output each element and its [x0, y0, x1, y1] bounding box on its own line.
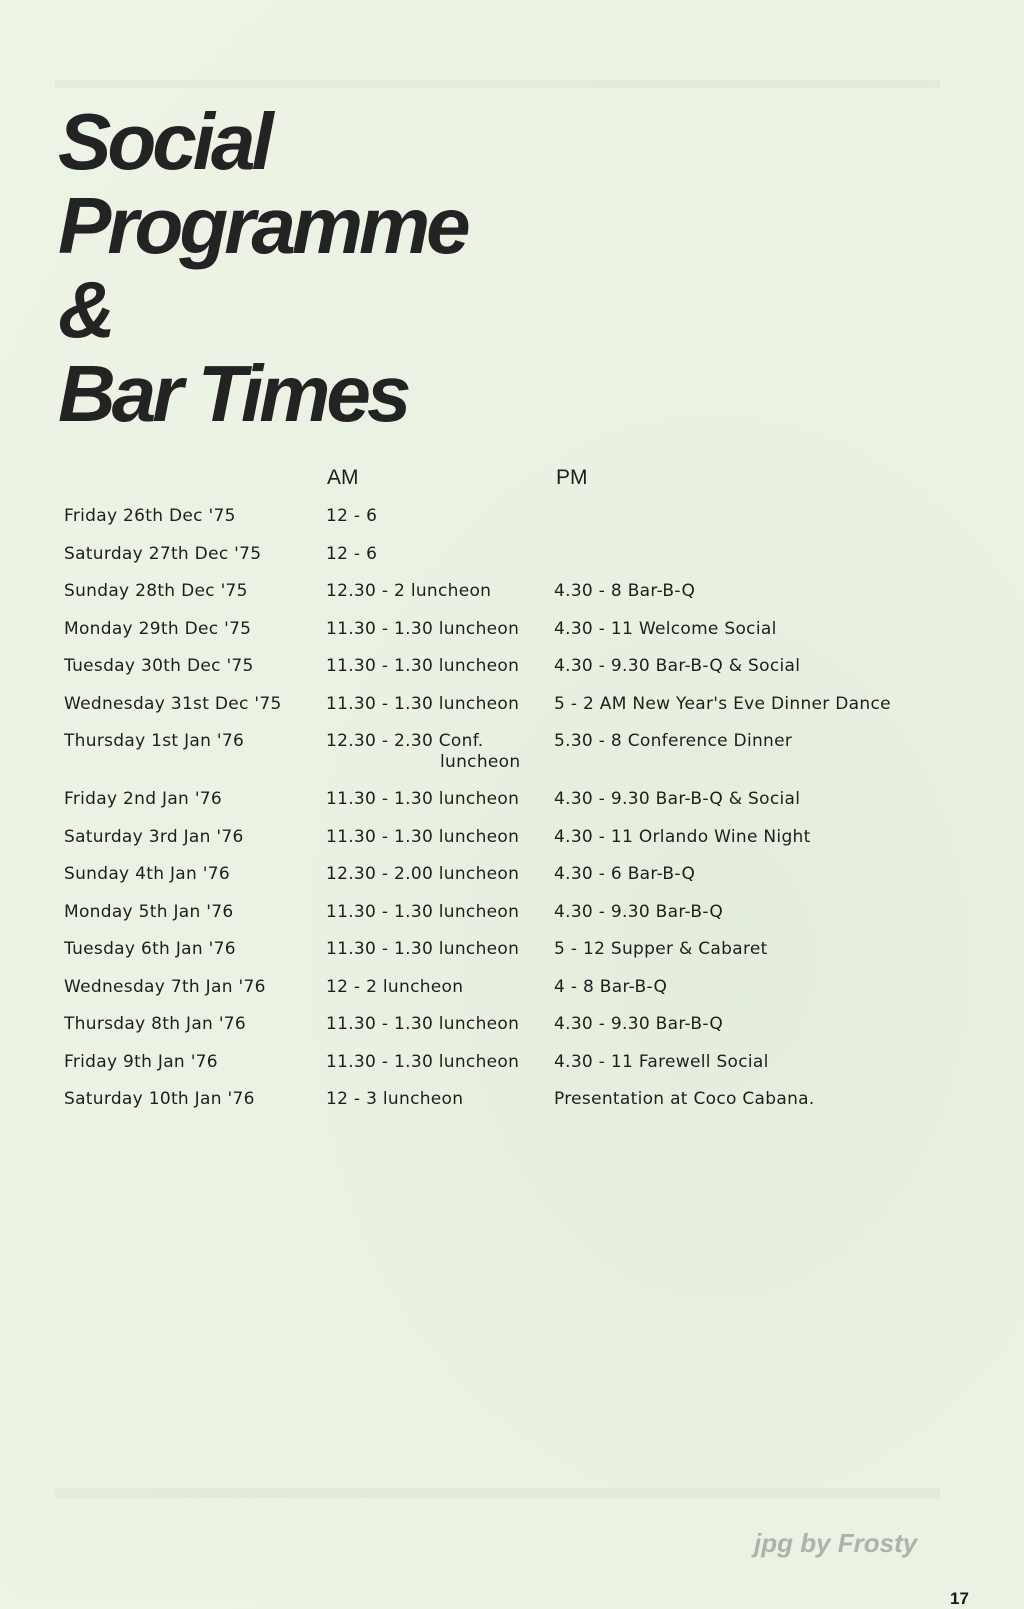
row-day: Saturday 3rd Jan '76: [64, 826, 244, 847]
row-day: Tuesday 6th Jan '76: [64, 939, 236, 959]
scan-credit-watermark: jpg by Frosty: [754, 1528, 918, 1558]
row-day: Monday 29th Dec '75: [64, 618, 252, 639]
row-am: 12.30 - 2.30 Conf.: [326, 731, 484, 751]
row-pm: 5 - 12 Supper & Cabaret: [554, 939, 768, 959]
schedule-row: [64, 1052, 964, 1090]
row-day: Saturday 27th Dec '75: [64, 543, 262, 564]
row-day: Wednesday 7th Jan '76: [64, 976, 266, 997]
row-am-continued: luncheon: [440, 752, 521, 772]
page-number: 17: [950, 1589, 969, 1608]
row-am: 11.30 - 1.30 luncheon: [326, 656, 520, 676]
schedule-row: [64, 506, 964, 544]
schedule-row: [64, 827, 964, 865]
row-day: Sunday 28th Dec '75: [64, 581, 248, 601]
row-am: 11.30 - 1.30 luncheon: [326, 939, 520, 959]
schedule-row: [64, 694, 964, 732]
title-line-social: Social: [58, 97, 270, 186]
row-pm: 4.30 - 9.30 Bar-B-Q: [554, 1014, 724, 1034]
row-day: Monday 5th Jan '76: [64, 901, 234, 922]
schedule-row: [64, 939, 964, 977]
row-day: Wednesday 31st Dec '75: [64, 693, 282, 714]
schedule-row: [64, 656, 964, 694]
schedule-row: [64, 581, 964, 619]
row-am: 12 - 2 luncheon: [326, 976, 464, 997]
row-pm: 4.30 - 11 Orlando Wine Night: [554, 826, 811, 847]
row-day: Saturday 10th Jan '76: [64, 1089, 255, 1109]
schedule-row: [64, 1014, 964, 1052]
title-line-programme: Programme: [58, 181, 467, 270]
row-pm: 4.30 - 6 Bar-B-Q: [554, 864, 696, 884]
row-pm: 4.30 - 11 Welcome Social: [554, 618, 777, 639]
header-am: AM: [327, 466, 359, 489]
schedule-row: [64, 902, 964, 940]
title-line-ampersand: &: [58, 265, 112, 354]
header-pm: PM: [556, 466, 588, 489]
schedule-row: [64, 1089, 964, 1127]
schedule-row: [64, 864, 964, 902]
schedule-row: [64, 789, 964, 827]
schedule-row: [64, 977, 964, 1015]
row-day: Thursday 1st Jan '76: [64, 731, 245, 751]
title-line-bar-times: Bar Times: [58, 349, 408, 438]
row-pm: Presentation at Coco Cabana.: [554, 1089, 815, 1109]
row-am: 11.30 - 1.30 luncheon: [326, 789, 520, 809]
row-day: Sunday 4th Jan '76: [64, 864, 230, 884]
row-pm: 4.30 - 9.30 Bar-B-Q & Social: [554, 789, 801, 809]
row-pm: 4 - 8 Bar-B-Q: [554, 976, 668, 997]
row-am: 11.30 - 1.30 luncheon: [326, 693, 520, 714]
row-am: 11.30 - 1.30 luncheon: [326, 1014, 520, 1034]
row-am: 11.30 - 1.30 luncheon: [326, 826, 520, 847]
row-am: 12 - 3 luncheon: [326, 1089, 464, 1109]
schedule-header: [64, 466, 964, 506]
row-am: 12.30 - 2.00 luncheon: [326, 864, 520, 884]
row-day: Friday 2nd Jan '76: [64, 789, 223, 809]
row-am: 11.30 - 1.30 luncheon: [326, 1051, 520, 1072]
row-day: Friday 26th Dec '75: [64, 506, 236, 526]
row-am: 11.30 - 1.30 luncheon: [326, 618, 520, 639]
schedule-row: [64, 731, 964, 789]
row-pm: 4.30 - 8 Bar-B-Q: [554, 581, 696, 601]
row-pm: 5 - 2 AM New Year's Eve Dinner Dance: [554, 693, 891, 714]
row-pm: 4.30 - 11 Farewell Social: [554, 1051, 769, 1072]
row-pm: 4.30 - 9.30 Bar-B-Q & Social: [554, 656, 801, 676]
row-pm: 4.30 - 9.30 Bar-B-Q: [554, 901, 724, 922]
row-am: 11.30 - 1.30 luncheon: [326, 901, 520, 922]
row-am: 12 - 6: [326, 506, 378, 526]
row-am: 12 - 6: [326, 543, 378, 564]
row-am: 12.30 - 2 luncheon: [326, 581, 492, 601]
row-day: Tuesday 30th Dec '75: [64, 656, 254, 676]
schedule-row: [64, 544, 964, 582]
page-title: [58, 97, 467, 438]
schedule-table: [64, 466, 964, 1127]
row-day: Friday 9th Jan '76: [64, 1051, 218, 1072]
schedule-row: [64, 619, 964, 657]
row-day: Thursday 8th Jan '76: [64, 1014, 247, 1034]
row-pm: 5.30 - 8 Conference Dinner: [554, 731, 793, 751]
